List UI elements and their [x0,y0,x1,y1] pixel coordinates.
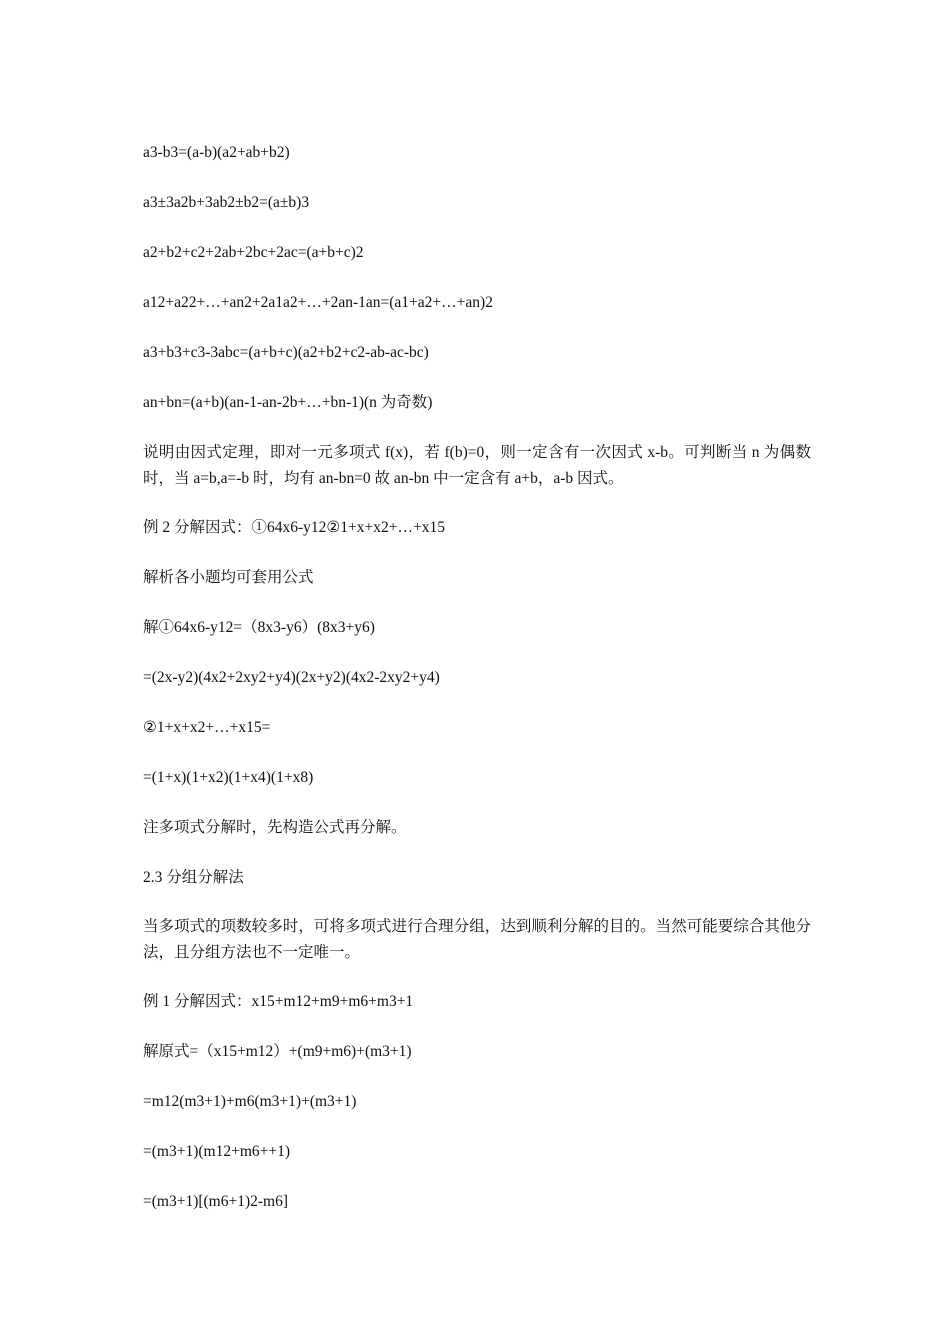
solution-line-3: =(m3+1)(m12+m6++1) [143,1143,291,1160]
example-2-heading: 例 2 分解因式：①64x6-y12②1+x+x2+…+x15 [143,519,446,536]
solution-step-4: =(1+x)(1+x2)(1+x4)(1+x8) [143,769,314,786]
grouping-paragraph: 当多项式的项数较多时，可将多项式进行合理分组，达到顺利分解的目的。当然可能要综合其他分法，且分组方法也不一定唯一。 [143,918,811,961]
formula-three-term-square: a2+b2+c2+2ab+2bc+2ac=(a+b+c)2 [143,244,364,261]
solution-line-4: =(m3+1)[(m6+1)2-m6] [143,1193,289,1210]
solution-line-2: =m12(m3+1)+m6(m3+1)+(m3+1) [143,1093,357,1110]
example-1-heading: 例 1 分解因式：x15+m12+m9+m6+m3+1 [143,993,414,1010]
analysis-text: 解析各小题均可套用公式 [143,569,314,586]
formula-three-cube-sum: a3+b3+c3-3abc=(a+b+c)(a2+b2+c2-ab-ac-bc) [143,344,429,361]
section-heading-grouping: 2.3 分组分解法 [143,869,244,886]
explanation-paragraph: 说明由因式定理，即对一元多项式 f(x)，若 f(b)=0，则一定含有一次因式 x-b。可判断当 n 为偶数时，当 a=b,a=-b 时，均有 an-bn=0 故 an-bn 中一定含有 a+b，a-b 因式。 [143,444,811,487]
solution-line-1: 解原式=（x15+m12）+(m9+m6)+(m3+1) [143,1043,412,1060]
formula-cube-difference: a3-b3=(a-b)(a2+ab+b2) [143,144,290,161]
formula-power-sum: an+bn=(a+b)(an-1-an-2b+…+bn-1)(n 为奇数) [143,394,433,411]
solution-step-1: 解①64x6-y12=（8x3-y6）(8x3+y6) [143,619,375,636]
note-text: 注多项式分解时，先构造公式再分解。 [143,819,407,836]
formula-cube-sum: a3±3a2b+3ab2±b2=(a±b)3 [143,194,310,211]
solution-step-3: ②1+x+x2+…+x15= [143,719,271,736]
formula-n-term-square: a12+a22+…+an2+2a1a2+…+2an-1an=(a1+a2+…+an)2 [143,294,493,311]
solution-step-2: =(2x-y2)(4x2+2xy2+y4)(2x+y2)(4x2-2xy2+y4) [143,669,440,686]
